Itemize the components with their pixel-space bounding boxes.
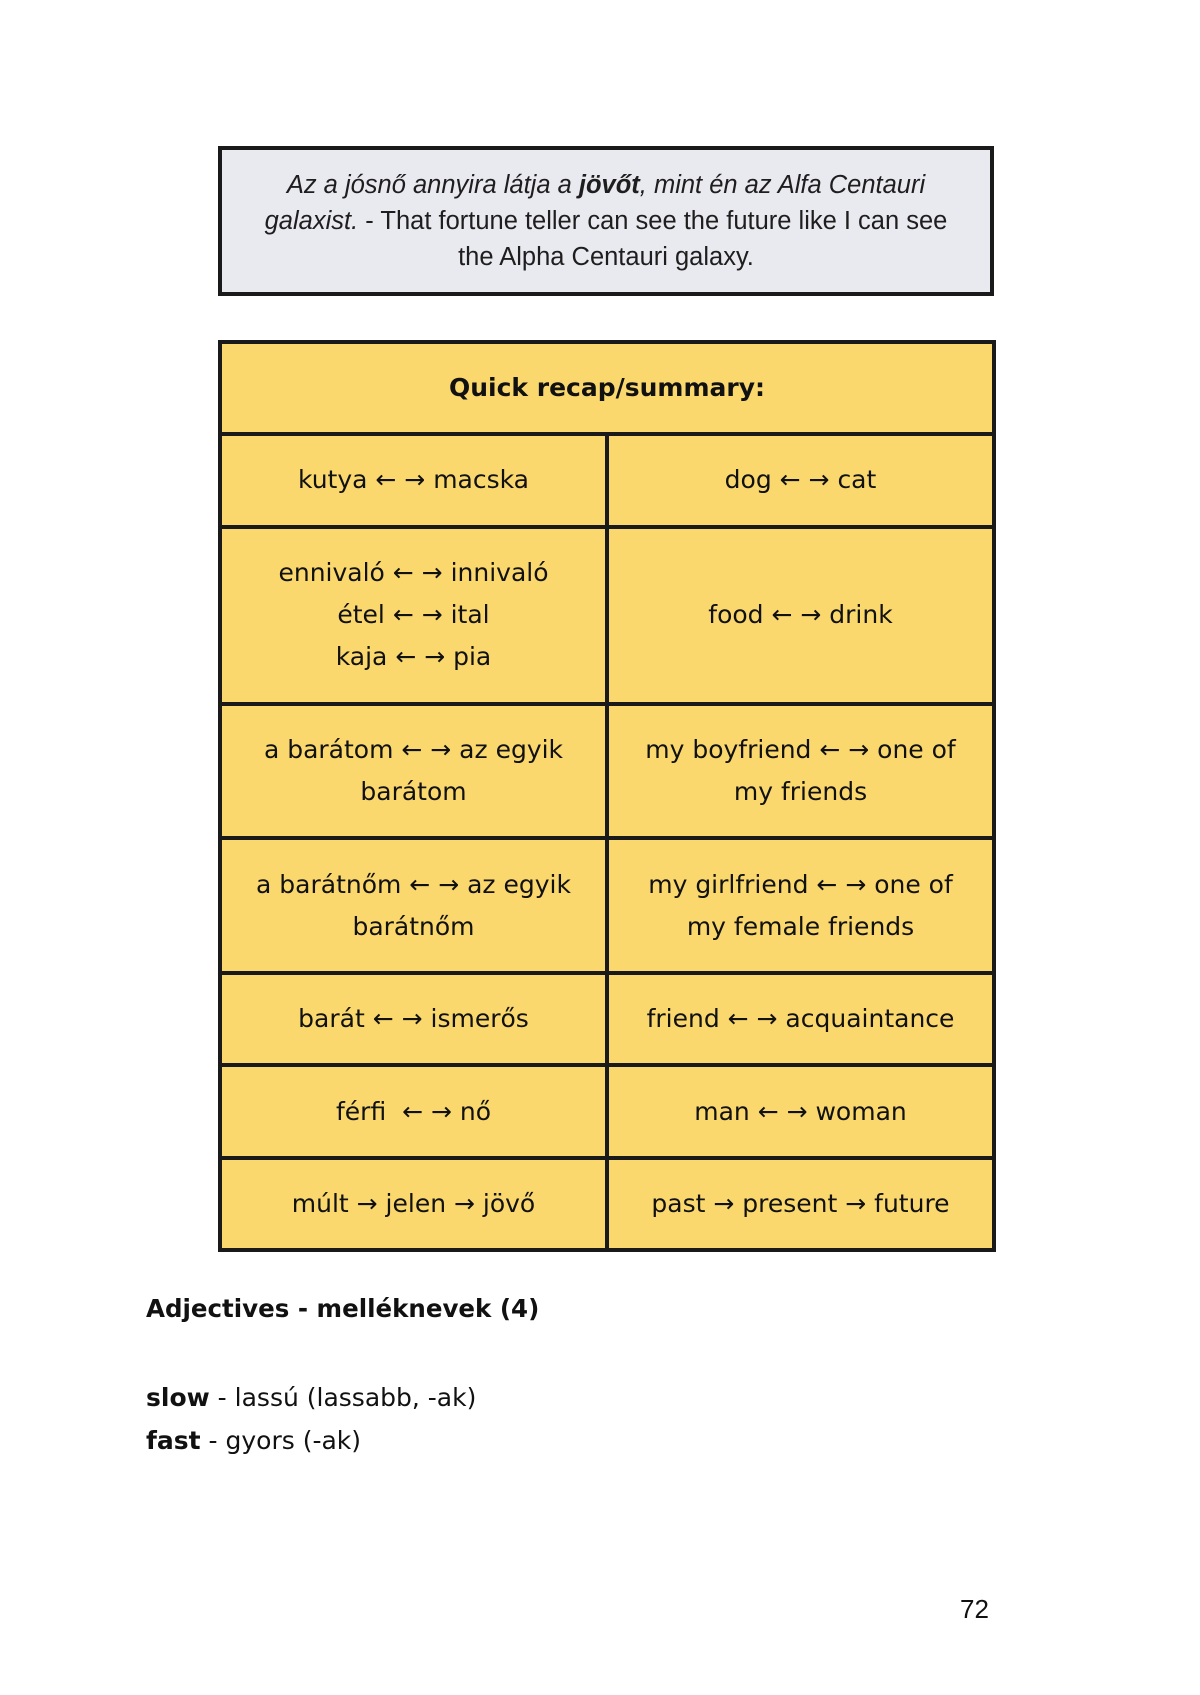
english-cell: food ← → drink [607,527,994,704]
table-row [220,704,994,838]
table-row [220,838,994,973]
english-cell: my boyfriend ← → one of my friends [607,704,994,838]
hungarian-word: lassú (lassabb, -ak) [234,1383,477,1412]
section-heading: Adjectives - melléknevek (4) [146,1294,540,1323]
english-cell: dog ← → cat [607,434,994,526]
example-english: That fortune teller can see the future like I can see the Alpha Centauri galaxy. [380,207,948,271]
vocabulary-list [146,1376,476,1462]
english-cell: past → present → future [607,1158,994,1250]
highlighted-word: jövőt [578,171,640,199]
english-cell: friend ← → acquaintance [607,973,994,1065]
english-word: fast [146,1426,201,1455]
hungarian-cell: a barátom ← → az egyik barátom [220,704,607,838]
hungarian-cell: múlt → jelen → jövő [220,1158,607,1250]
hungarian-cell: ennivaló ← → innivaló étel ← → ital kaja ← → pia [220,527,607,704]
english-cell: my girlfriend ← → one of my female friends [607,838,994,973]
table-row [220,1158,994,1250]
list-item: fast - gyors (-ak) [146,1426,362,1455]
hungarian-word: gyors (-ak) [225,1426,362,1455]
example-sentence-box [218,146,994,296]
page-number: 72 [960,1594,989,1624]
english-cell: man ← → woman [607,1065,994,1157]
hungarian-cell: a barátnőm ← → az egyik barátnőm [220,838,607,973]
recap-title-row [220,342,994,434]
table-row [220,434,994,526]
example-hungarian: Az a jósnő annyira látja a jövőt, mint én az Alfa Centauri galaxist. [264,171,926,235]
hungarian-cell: barát ← → ismerős [220,973,607,1065]
example-sentence: Az a jósnő annyira látja a jövőt, mint én az Alfa Centauri galaxist. - That fortune teller can see the future like I can see the Alpha Centauri galaxy. [264,171,948,271]
table-row [220,973,994,1065]
recap-title: Quick recap/summary: [220,342,994,434]
table-row [220,1065,994,1157]
english-word: slow [146,1383,210,1412]
hungarian-cell: férfi ← → nő [220,1065,607,1157]
recap-table [218,340,996,1252]
hungarian-cell: kutya ← → macska [220,434,607,526]
list-item: slow - lassú (lassabb, -ak) [146,1383,477,1412]
table-row [220,527,994,704]
